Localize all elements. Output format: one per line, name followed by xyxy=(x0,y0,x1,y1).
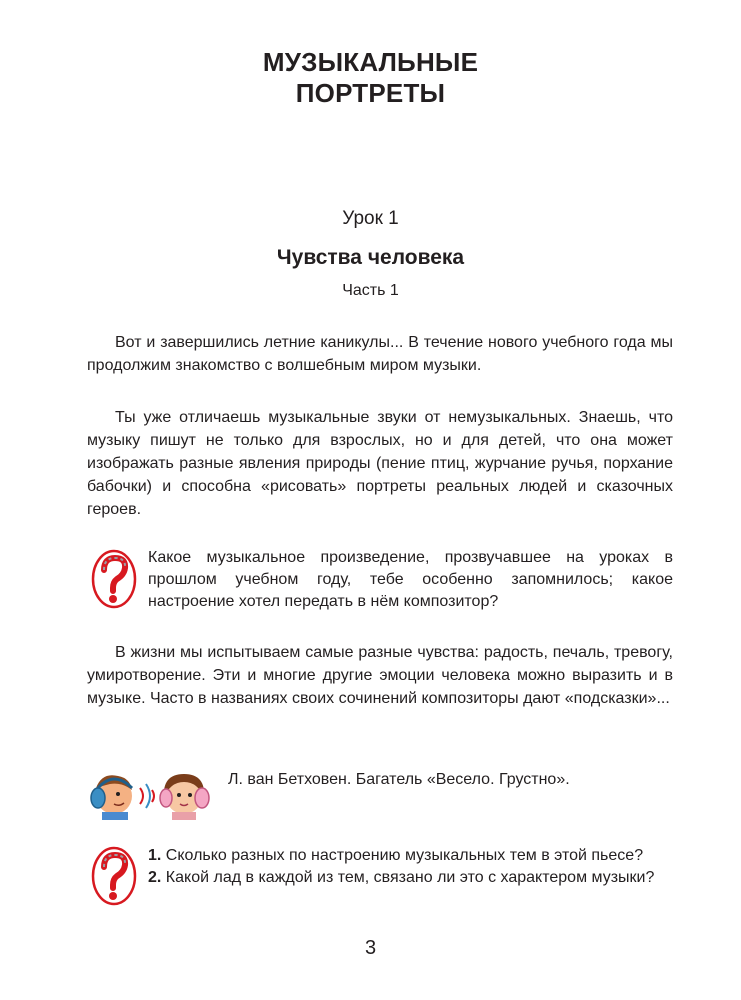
paragraph-intro xyxy=(87,331,673,377)
question-item xyxy=(148,867,673,889)
question-text: Какой лад в каждой из тем, связано ли это с характером музыки? xyxy=(165,869,655,886)
question-block-1: Какое музыкальное произведение, прозвучавшее на уроках в прошлом учебном году, тебе особенно запомнилось; какое настроение хотел передать в нём композитор? xyxy=(148,549,673,610)
question-number: 1. xyxy=(148,847,162,864)
page-number: 3 xyxy=(364,937,377,959)
listening-children-icon xyxy=(86,768,216,820)
paragraph-music-sounds xyxy=(87,406,673,521)
question-block-2 xyxy=(148,845,673,889)
question-number: 2. xyxy=(148,869,162,886)
question-mark-icon xyxy=(90,548,138,610)
section-title-line1: МУЗЫКАЛЬНЫЕ xyxy=(262,47,479,77)
paragraph-text: Ты уже отличаешь музыкальные звуки от немузыкальных. Знаешь, что музыку пишут не только для взрослых, но и для детей, что она может изображать разные явления природы (пение птиц, журчание ручья, порхание бабочки) и способна «рисовать» портреты реальных людей и сказочных героев. xyxy=(87,409,673,518)
paragraph-text: Вот и завершились летние каникулы... В течение нового учебного года мы продолжим знакомство с волшебным миром музыки. xyxy=(87,334,673,374)
paragraph-text: В жизни мы испытываем самые разные чувства: радость, печаль, тревогу, умиротворение. Эти и многие другие эмоции человека можно выразить и в музыке. Часто в названиях своих сочинений композиторы дают «подсказки»... xyxy=(87,644,673,707)
section-title xyxy=(0,47,741,109)
lesson-number: Урок 1 xyxy=(342,208,399,229)
question-mark-icon xyxy=(90,845,138,907)
lesson-title: Чувства человека xyxy=(276,246,465,269)
listening-assignment: Л. ван Бетховен. Багатель «Весело. Грустно». xyxy=(228,771,570,788)
question-item xyxy=(148,845,673,867)
question-text: Сколько разных по настроению музыкальных тем в этой пьесе? xyxy=(165,847,644,864)
section-title-line2: ПОРТРЕТЫ xyxy=(295,78,446,108)
lesson-part: Часть 1 xyxy=(342,282,399,299)
paragraph-feelings xyxy=(87,641,673,710)
